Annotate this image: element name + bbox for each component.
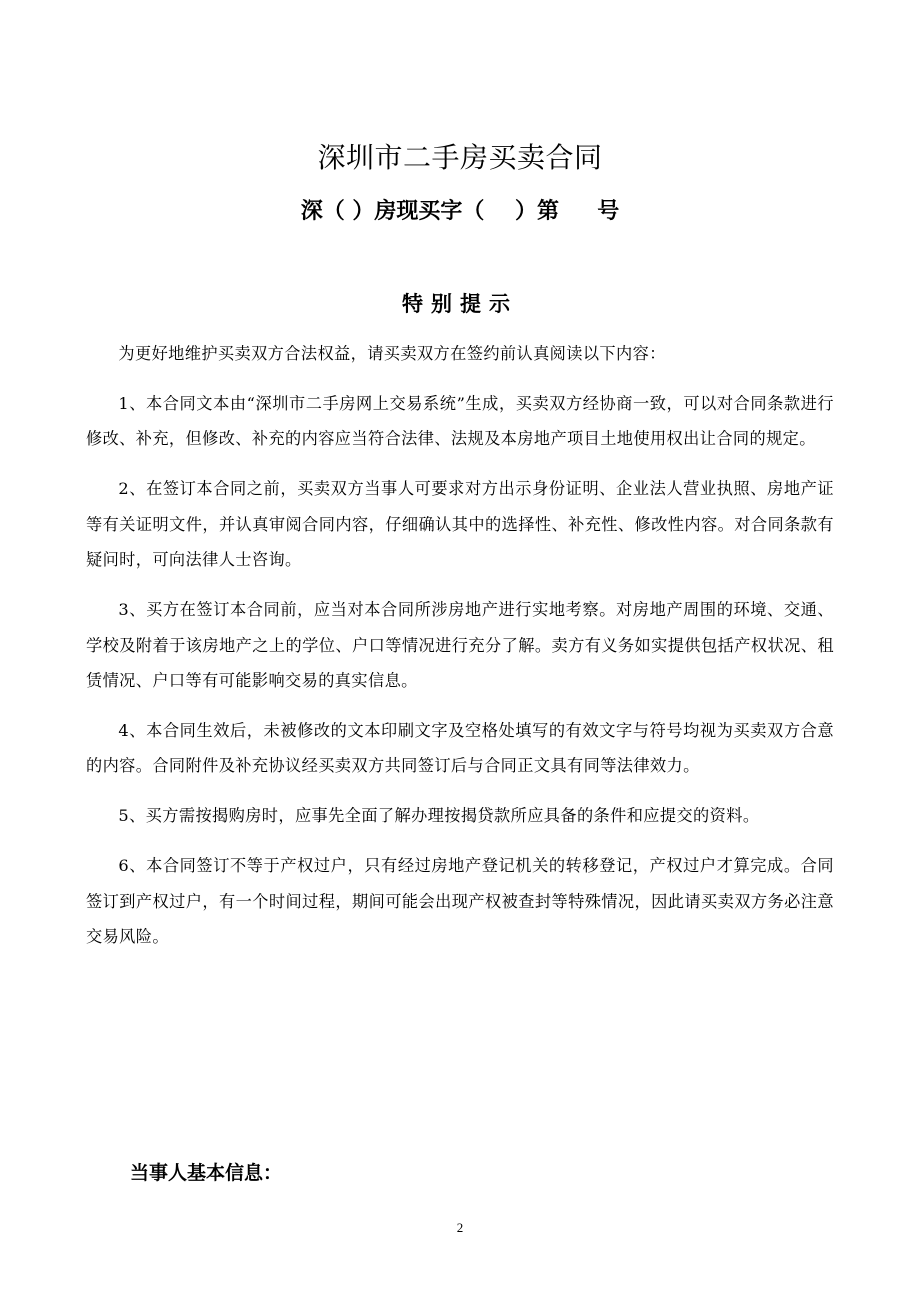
special-notice-heading: 特别提示 xyxy=(402,292,518,316)
notice-item-3: 3、买方在签订本合同前，应当对本合同所涉房地产进行实地考察。对房地产周围的环境、交通、学校及附着于该房地产之上的学位、户口等情况进行充分了解。卖方有义务如实提供包括产权状况、租赁情况、户口等有可能影响交易的真实信息。 xyxy=(86,600,834,691)
notice-body xyxy=(86,336,834,969)
notice-item-5: 5、买方需按揭购房时，应事先全面了解办理按揭贷款所应具备的条件和应提交的资料。 xyxy=(118,806,760,826)
page-number: 2 xyxy=(456,1220,464,1235)
intro-paragraph: 为更好地维护买卖双方合法权益，请买卖双方在签约前认真阅读以下内容： xyxy=(118,344,666,363)
notice-item-6: 6、本合同签订不等于产权过户，只有经过房地产登记机关的转移登记，产权过户才算完成。合同签订到产权过户，有一个时间过程，期间可能会出现产权被查封等特殊情况，因此请买卖双方务必注意交易风险。 xyxy=(86,856,834,947)
notice-item-1: 1、本合同文本由“深圳市二手房网上交易系统”生成，买卖双方经协商一致，可以对合同条款进行修改、补充，但修改、补充的内容应当符合法律、法规及本房地产项目土地使用权出让合同的规定。 xyxy=(86,394,834,449)
notice-item-2: 2、在签订本合同之前，买卖双方当事人可要求对方出示身份证明、企业法人营业执照、房地产证等有关证明文件，并认真审阅合同内容，仔细确认其中的选择性、补充性、修改性内容。对合同条款有疑问时，可向法律人士咨询。 xyxy=(86,479,834,570)
contract-number-line: 深（ ）房现买字（ ）第 号 xyxy=(300,199,620,224)
party-info-heading: 当事人基本信息： xyxy=(130,1162,283,1184)
document-title: 深圳市二手房买卖合同 xyxy=(317,141,603,174)
notice-item-4: 4、本合同生效后，未被修改的文本印刷文字及空格处填写的有效文字与符号均视为买卖双方合意的内容。合同附件及补充协议经买卖双方共同签订后与合同正文具有同等法律效力。 xyxy=(86,721,834,776)
